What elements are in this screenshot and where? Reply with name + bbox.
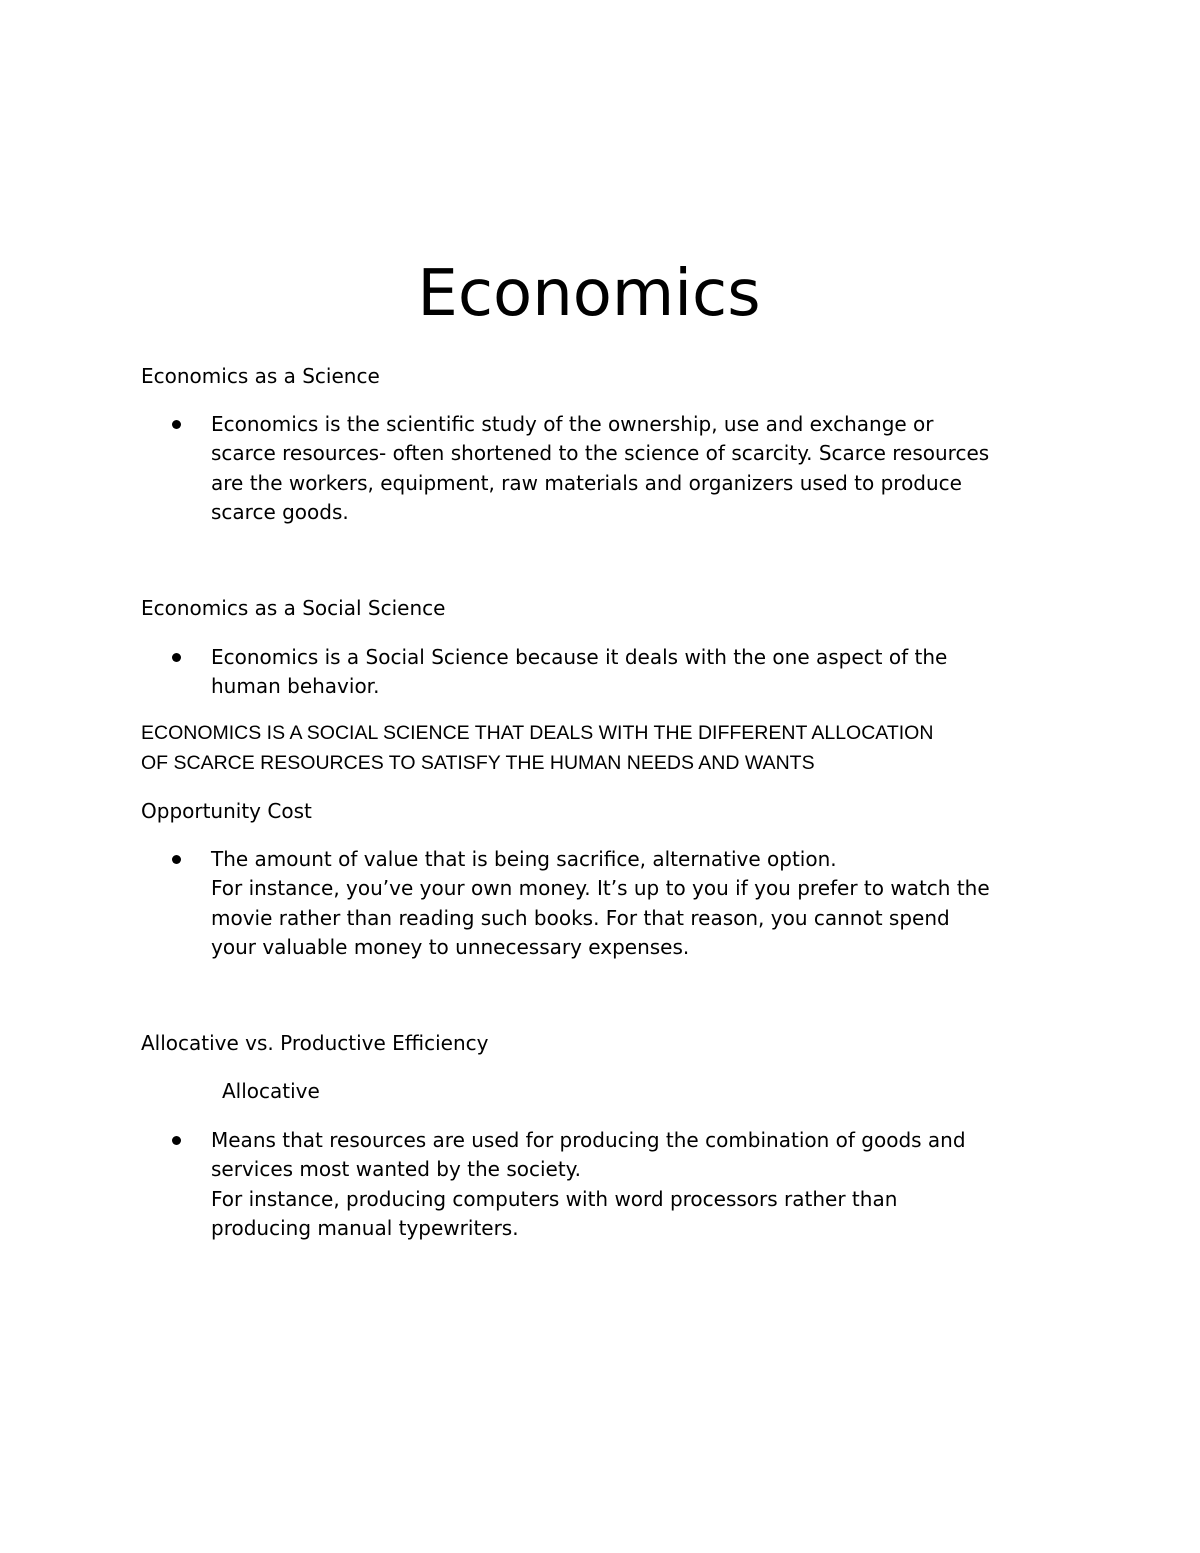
section-heading-efficiency: Allocative vs. Productive Efficiency xyxy=(141,1031,489,1055)
list-item xyxy=(172,1126,1072,1243)
list-item xyxy=(172,845,1072,962)
section-heading-opportunity-cost: Opportunity Cost xyxy=(141,799,312,823)
list-item-text: Economics is the scientific study of the ownership, use and exchange or scarce resources- often shortened to the science of scarcity. Scarce resources are the workers, equipment, raw materials and organizers used to produce scarce goods. xyxy=(211,412,990,524)
bullet-icon xyxy=(172,855,181,864)
list-item-text: Economics is a Social Science because it deals with the one aspect of the human behavior. xyxy=(211,645,948,699)
bullet-icon xyxy=(172,420,181,429)
list-item xyxy=(172,643,1072,702)
bullet-icon xyxy=(172,1136,181,1145)
document-title: Economics xyxy=(417,257,761,331)
list-item-text: The amount of value that is being sacrifice, alternative option. For instance, you’ve your own money. It’s up to you if you prefer to watch the movie rather than reading such books. For that reason, you cannot spend your valuable money to unnecessary expenses. xyxy=(211,847,990,959)
definition-statement: ECONOMICS IS A SOCIAL SCIENCE THAT DEALS WITH THE DIFFERENT ALLOCATION OF SCARCE RESOURCES TO SATISFY THE HUMAN NEEDS AND WANTS xyxy=(141,722,934,774)
list-item xyxy=(172,410,1072,527)
subheading-allocative: Allocative xyxy=(222,1079,320,1103)
section-heading-social-science: Economics as a Social Science xyxy=(141,596,446,620)
section-heading-science: Economics as a Science xyxy=(141,364,380,388)
list-item-text: Means that resources are used for producing the combination of goods and services most wanted by the society. For instance, producing computers with word processors rather than producing manual typewriters. xyxy=(211,1128,966,1240)
bullet-icon xyxy=(172,653,181,662)
